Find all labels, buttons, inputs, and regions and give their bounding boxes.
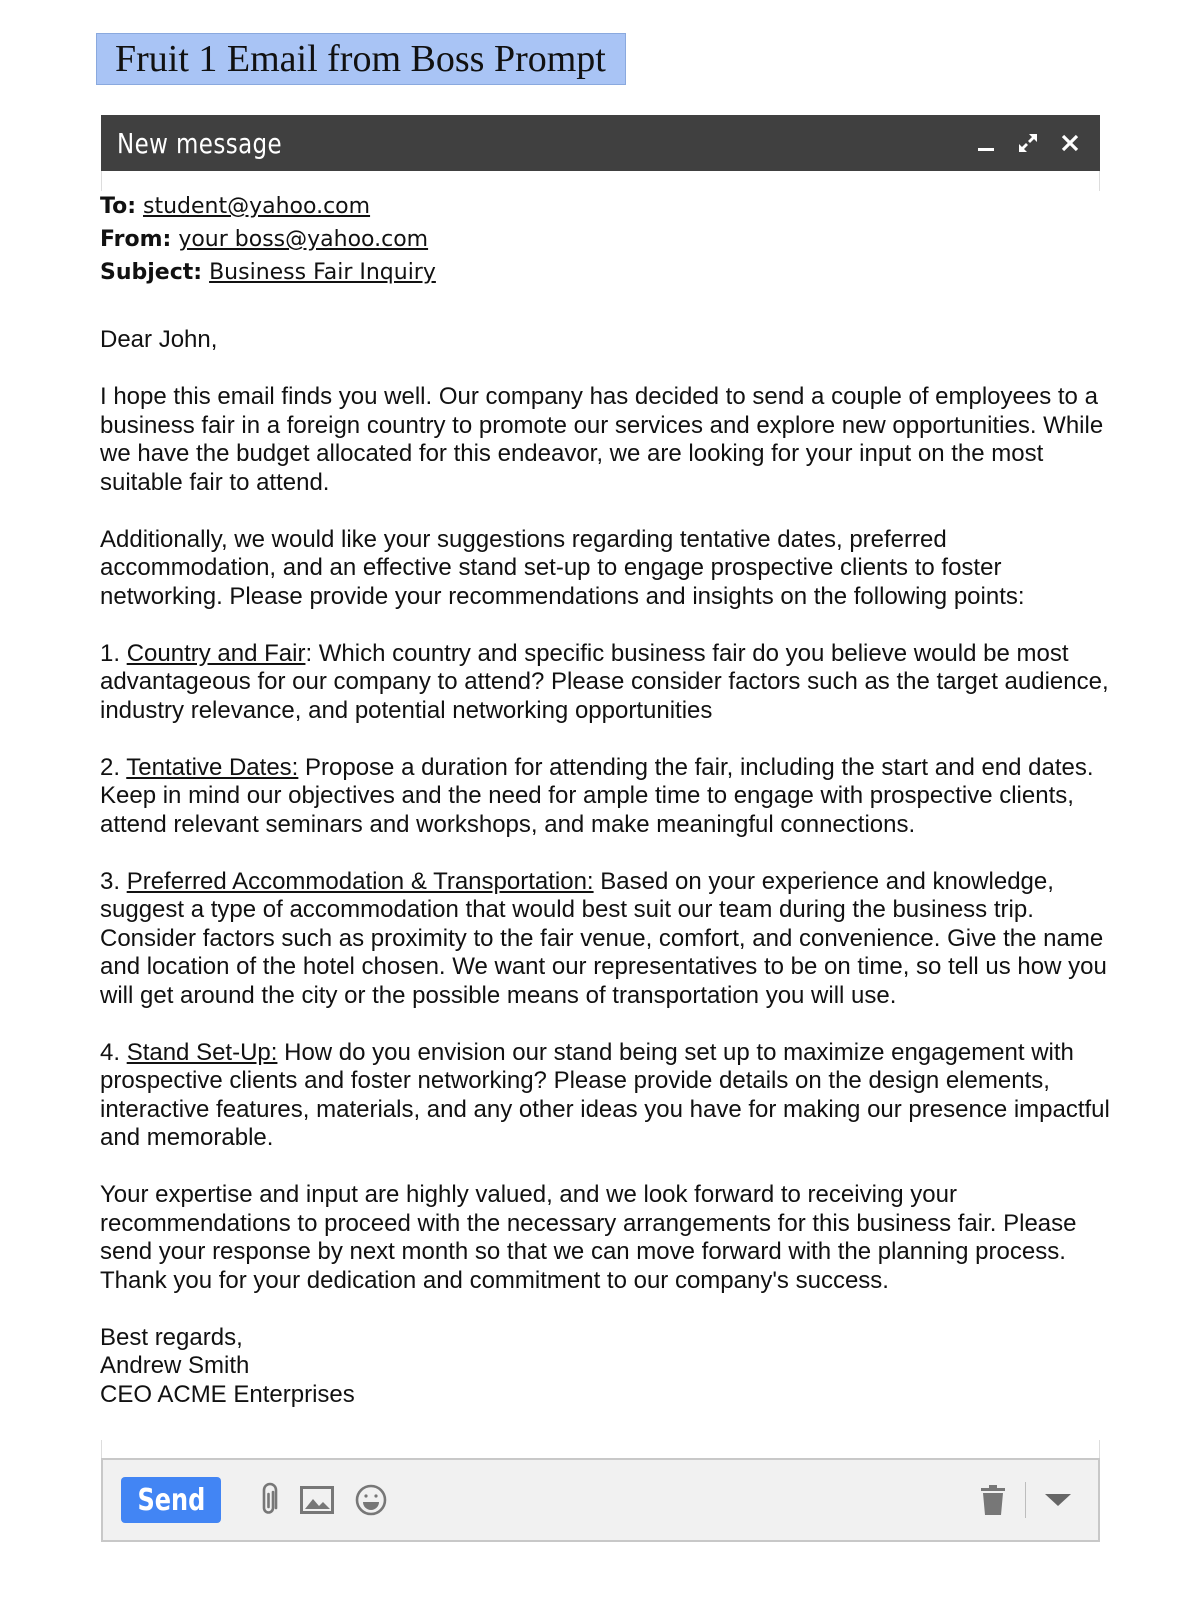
subject-row bbox=[100, 256, 436, 289]
subject-field[interactable]: Business Fair Inquiry bbox=[209, 260, 436, 285]
point-text: Based on your experience and knowledge, suggest a type of accommodation that would best suit our team during the business trip. Consider factors such as proximity to the fair venue, comfort, and convenience. Give the name and location of the hotel chosen. We want our representatives to be on time, so tell us how you will get around the city or the possible means of transportation you will use. bbox=[100, 867, 1107, 1009]
to-row bbox=[100, 190, 436, 223]
minimize-icon[interactable] bbox=[974, 131, 998, 155]
from-field[interactable]: your boss@yahoo.com bbox=[178, 227, 429, 252]
compose-border-left-bottom bbox=[101, 1440, 102, 1460]
point-title: Country and Fair bbox=[126, 639, 306, 667]
close-icon[interactable] bbox=[1058, 131, 1082, 155]
send-button[interactable] bbox=[121, 1477, 221, 1523]
toolbar-right bbox=[973, 1480, 1078, 1520]
chevron-down-icon[interactable] bbox=[1038, 1480, 1078, 1520]
expand-icon[interactable] bbox=[1016, 131, 1040, 155]
compose-header bbox=[101, 115, 1100, 171]
to-label: To: bbox=[100, 194, 136, 219]
email-headers bbox=[100, 190, 436, 289]
compose-border-left bbox=[101, 171, 102, 191]
page-title: Fruit 1 Email from Boss Prompt bbox=[96, 33, 626, 85]
compose-title: New message bbox=[117, 126, 283, 160]
toolbar-divider bbox=[1025, 1482, 1026, 1518]
intro-paragraph: I hope this email finds you well. Our company has decided to send a couple of employees to a business fair in a foreign country to promote our services and explore new opportunities. While we have the budget allocated for this endeavor, we are looking for your input on the most suitable fair to attend. bbox=[100, 383, 1104, 496]
point-number: 4. bbox=[100, 1038, 127, 1066]
compose-toolbar bbox=[101, 1458, 1100, 1542]
compose-border-right-bottom bbox=[1099, 1440, 1100, 1460]
window-controls bbox=[974, 131, 1082, 155]
trash-icon[interactable] bbox=[973, 1480, 1013, 1520]
point-text: : Which country and specific business fair do you believe would be most advantageous for our company to attend? Please consider factors such as the target audience, industry relevance, and potential networking opportunities bbox=[100, 639, 1109, 724]
point-title: Preferred Accommodation & Transportation: bbox=[126, 867, 594, 895]
closing-paragraph: Your expertise and input are highly valued, and we look forward to receiving your recommendations to proceed with the necessary arrangements for this business fair. Please send your response by next month so that we can move forward with the planning process. Thank you for your dedication and commitment to our company's success. bbox=[100, 1181, 1077, 1294]
image-icon[interactable] bbox=[297, 1480, 337, 1520]
point-number: 1. bbox=[100, 639, 127, 667]
point-title: Tentative Dates: bbox=[126, 753, 299, 781]
email-body[interactable] bbox=[100, 326, 1110, 1409]
point-text: Propose a duration for attending the fair, including the start and end dates. Keep in mind our objectives and the need for ample time to engage with prospective clients, attend relevant seminars and workshops, and make meaningful connections. bbox=[100, 753, 1094, 838]
point-3 bbox=[100, 868, 1110, 1011]
additionally-paragraph: Additionally, we would like your suggestions regarding tentative dates, preferred accommodation, and an effective stand set-up to engage prospective clients to foster networking. Please provide your recommendations and insights on the following points: bbox=[100, 525, 1025, 610]
send-label: Send bbox=[137, 1482, 205, 1518]
emoji-icon[interactable] bbox=[351, 1480, 391, 1520]
point-number: 3. bbox=[100, 867, 127, 895]
from-label: From: bbox=[100, 227, 172, 252]
point-4 bbox=[100, 1039, 1110, 1153]
paperclip-icon[interactable] bbox=[249, 1480, 289, 1520]
point-1 bbox=[100, 640, 1110, 726]
point-2 bbox=[100, 754, 1110, 840]
greeting: Dear John, bbox=[100, 326, 218, 353]
signature-name: Andrew Smith bbox=[100, 1352, 250, 1379]
point-number: 2. bbox=[100, 753, 127, 781]
compose-border-right bbox=[1099, 171, 1100, 191]
point-title: Stand Set-Up: bbox=[126, 1038, 278, 1066]
signature-position: CEO ACME Enterprises bbox=[100, 1380, 355, 1408]
subject-label: Subject: bbox=[100, 260, 203, 285]
from-row bbox=[100, 223, 436, 256]
to-field[interactable]: student@yahoo.com bbox=[143, 194, 371, 219]
signoff: Best regards, bbox=[100, 1323, 243, 1351]
point-text: How do you envision our stand being set up to maximize engagement with prospective clients and foster networking? Please provide details on the design elements, interactive features, materials, and any other ideas you have for making our presence impactful and memorable. bbox=[100, 1038, 1110, 1151]
